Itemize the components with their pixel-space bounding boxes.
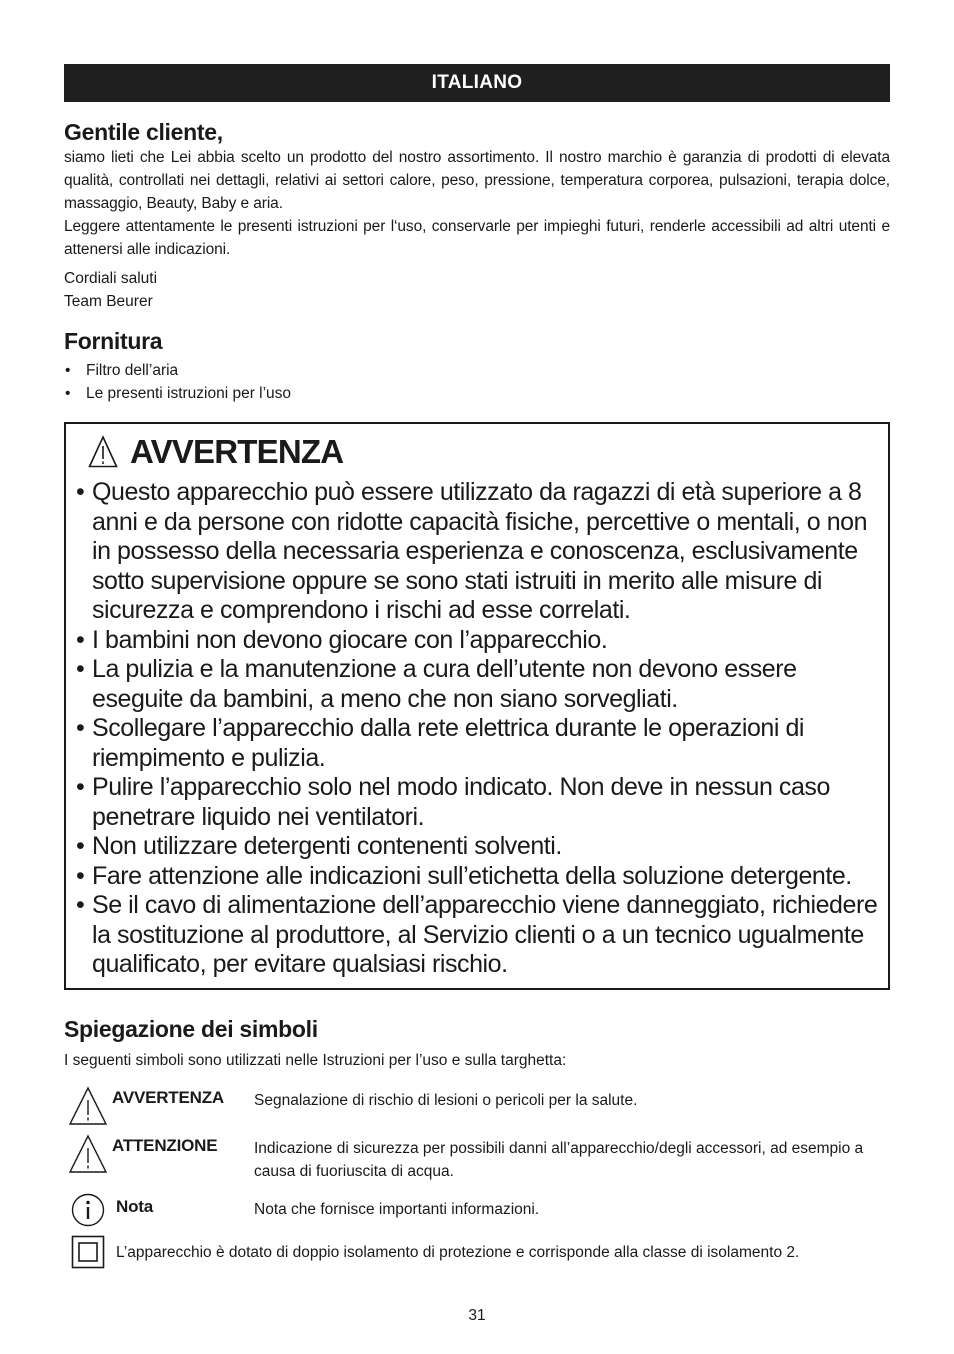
supply-title: Fornitura: [64, 328, 163, 354]
signature-text: Team Beurer: [64, 293, 153, 310]
supply-item: • Filtro dell’aria: [64, 359, 890, 382]
warning-item: • Non utilizzare detergenti contenenti solventi.: [76, 832, 878, 862]
supply-list: [64, 359, 890, 405]
symbol-icon-cell: [64, 1235, 112, 1269]
symbol-icon-cell: [64, 1193, 112, 1227]
symbol-label: AVVERTENZA: [112, 1087, 224, 1107]
warning-item: • Fare attenzione alle indicazioni sull’etichetta della soluzione detergente.: [76, 862, 878, 892]
symbols-title: Spiegazione dei simboli: [64, 1015, 318, 1042]
closing-block: [64, 267, 890, 313]
warning-item: • La pulizia e la manutenzione a cura dell’utente non devono essere eseguite da bambini, a meno che non siano sorvegliati.: [76, 655, 878, 714]
warning-item: • I bambini non devono giocare con l’apparecchio.: [76, 626, 878, 656]
page-number: 31: [468, 1307, 486, 1324]
greeting-title: Gentile cliente,: [64, 119, 223, 145]
warning-item: • Questo apparecchio può essere utilizzato da ragazzi di età superiore a 8 anni e da persone con ridotte capacità fisiche, percettive o mentali, o non in possesso della necessaria esperienza e conoscenza, esclusivamente sotto supervisione oppure se sono stati istruiti in merito alle misure di sicurezza e comprendono i rischi ad esse correlati.: [76, 478, 878, 626]
symbols-intro: I seguenti simboli sono utilizzati nelle Istruzioni per l’uso e sulla targhetta:: [64, 1051, 567, 1069]
symbol-row-note: [64, 1193, 890, 1227]
symbol-label: ATTENZIONE: [112, 1135, 218, 1155]
symbol-description: Nota che fornisce importanti informazioni.: [254, 1200, 540, 1218]
manual-page: [64, 64, 890, 1269]
closing-text: Cordiali saluti: [64, 270, 158, 287]
double-insulation-icon: [71, 1235, 105, 1269]
warning-item: • Pulire l’apparecchio solo nel modo indicato. Non deve in nessun caso penetrare liquido nei ventilatori.: [76, 773, 878, 832]
warning-box: [64, 422, 890, 990]
warning-triangle-icon: [68, 1086, 108, 1126]
warning-item: • Se il cavo di alimentazione dell’apparecchio viene danneggiato, richiedere la sostituzione al produttore, al Servizio clienti o a un tecnico ugualmente qualificato, per evitare qualsiasi rischio.: [76, 891, 878, 980]
intro-paragraph: siamo lieti che Lei abbia scelto un prodotto del nostro assortimento. Il nostro marchio è garanzia di prodotti di elevata qualità, controllati nei dettagli, relativi ai settori calore, peso, pressione, temperatura corporea, pulsazioni, terapia dolce, massaggio, Beauty, Baby e aria.: [64, 149, 890, 212]
symbol-row-warning: [64, 1086, 890, 1126]
warning-triangle-icon: [88, 435, 118, 469]
symbol-icon-cell: [64, 1086, 112, 1126]
symbol-description: L’apparecchio è dotato di doppio isolamento di protezione e corrisponde alla classe di isolamento 2.: [116, 1243, 800, 1261]
symbol-row-caution: [64, 1134, 890, 1183]
symbol-row-double-insulation: [64, 1235, 890, 1269]
symbol-icon-cell: [64, 1134, 112, 1174]
warning-triangle-icon: [68, 1134, 108, 1174]
warning-list: [76, 478, 878, 980]
symbol-description: Segnalazione di rischio di lesioni o pericoli per la salute.: [254, 1091, 638, 1109]
supply-item: • Le presenti istruzioni per l’uso: [64, 382, 890, 405]
instructions-paragraph: Leggere attentamente le presenti istruzioni per l‘uso, conservarle per impieghi futuri, renderle accessibili ad altri utenti e attenersi alle indicazioni.: [64, 218, 890, 258]
info-icon: [71, 1193, 105, 1227]
language-header: ITALIANO: [64, 64, 890, 102]
warning-item: • Scollegare l’apparecchio dalla rete elettrica durante le operazioni di riempimento e pulizia.: [76, 714, 878, 773]
warning-title: AVVERTENZA: [130, 433, 344, 470]
warning-header: [76, 430, 878, 474]
symbol-label: Nota: [116, 1196, 153, 1216]
symbol-description: Indicazione di sicurezza per possibili danni all’apparecchio/degli accessori, ad esempio a causa di fuoriuscita di acqua.: [254, 1139, 864, 1180]
